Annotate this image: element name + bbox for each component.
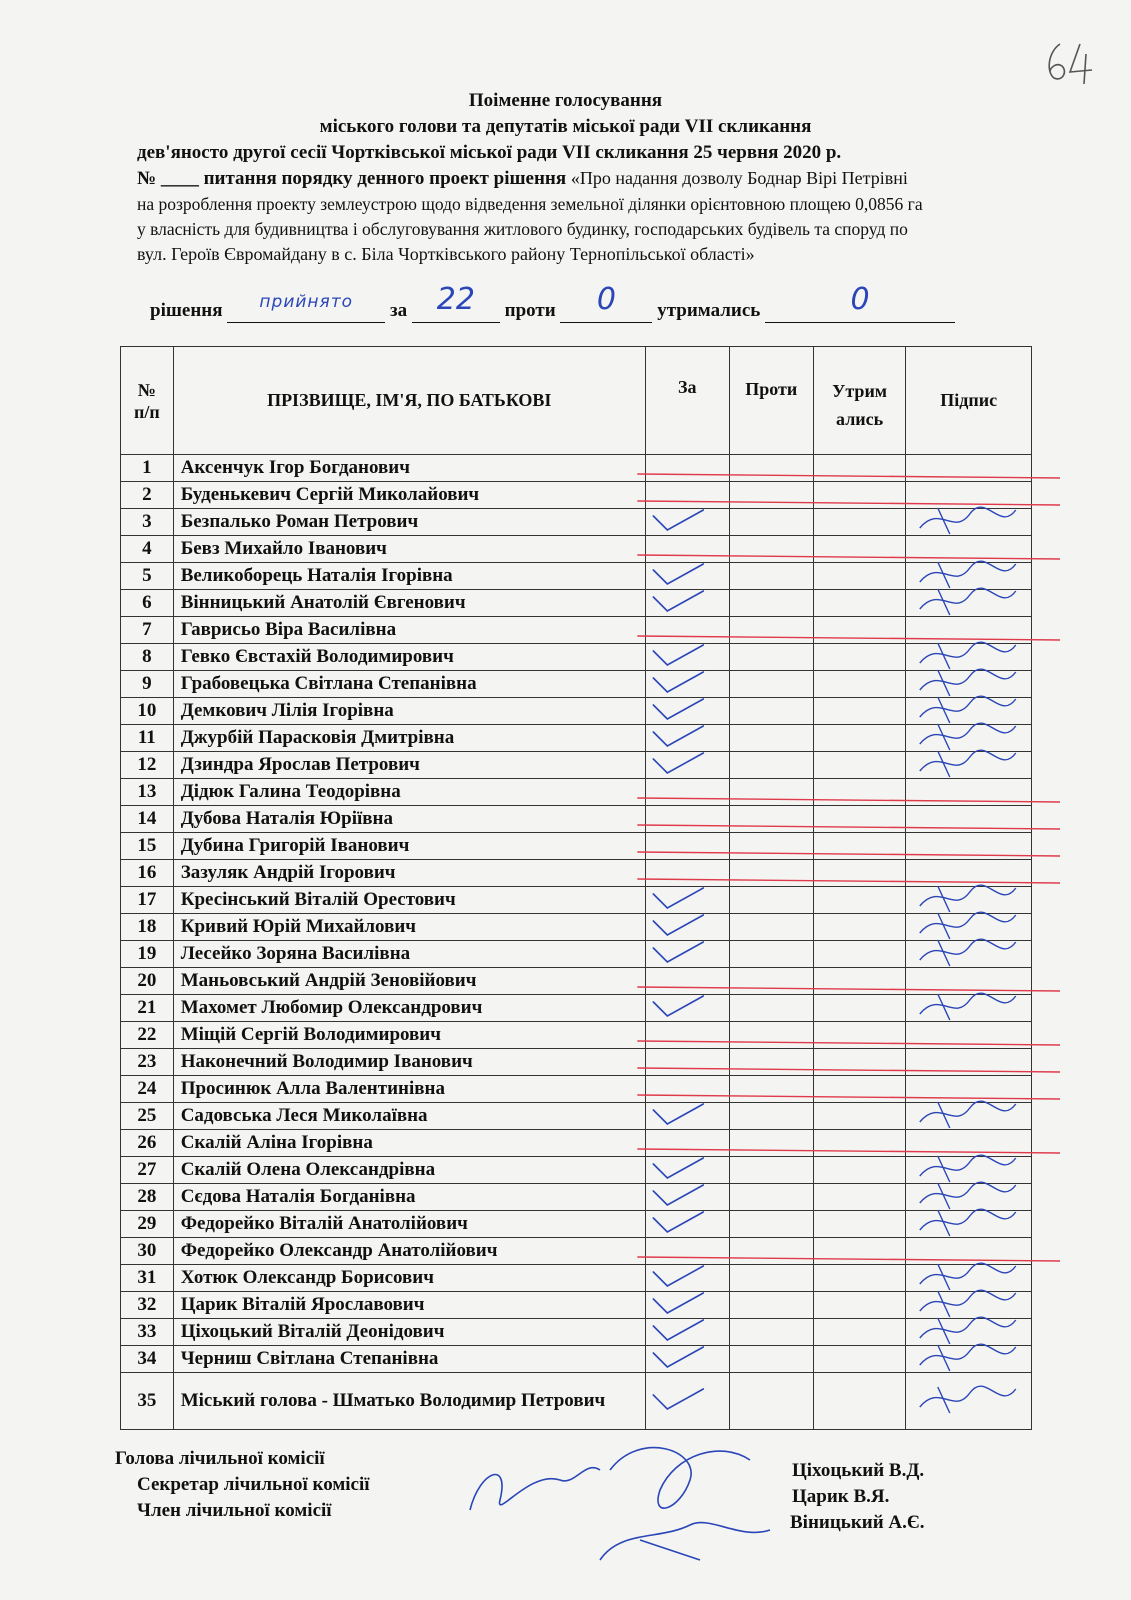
vote-for-cell [645, 482, 729, 509]
vote-for-cell [645, 1076, 729, 1103]
member-name: Гевко Євстахій Володимирович [173, 644, 645, 671]
table-row [121, 1373, 1032, 1430]
vote-against-cell [729, 509, 813, 536]
col-header-num: № п/п [121, 347, 174, 455]
vote-abstain-cell [813, 806, 905, 833]
vote-for-cell [645, 1184, 729, 1211]
vote-against-cell [729, 617, 813, 644]
table-row [121, 914, 1032, 941]
commission-signature [610, 1448, 750, 1509]
vote-for-cell [645, 1292, 729, 1319]
table-row [121, 563, 1032, 590]
signature-cell [906, 752, 1032, 779]
vote-against-cell [729, 968, 813, 995]
vote-abstain-cell [813, 563, 905, 590]
vote-abstain-cell [813, 752, 905, 779]
vote-abstain-cell [813, 725, 905, 752]
member-name: Грабовецька Світлана Степанівна [173, 671, 645, 698]
member-name: Міщій Сергій Володимирович [173, 1022, 645, 1049]
member-name: Дубина Григорій Іванович [173, 833, 645, 860]
table-row [121, 1130, 1032, 1157]
vote-for-cell [645, 455, 729, 482]
signature-cell [906, 968, 1032, 995]
col-header-abstain: Утримались [813, 347, 905, 455]
vote-for-cell [645, 968, 729, 995]
member-name: Наконечний Володимир Іванович [173, 1049, 645, 1076]
member-name: Садовська Леся Миколаївна [173, 1103, 645, 1130]
signature-cell [906, 1373, 1032, 1430]
member-name: Буденькевич Сергій Миколайович [173, 482, 645, 509]
vote-for-cell [645, 995, 729, 1022]
col-header-against: Проти [729, 347, 813, 455]
row-number: 21 [121, 995, 174, 1022]
vote-against-cell [729, 590, 813, 617]
vote-abstain-cell [813, 887, 905, 914]
member-name: Дідюк Галина Теодорівна [173, 779, 645, 806]
vote-against-cell [729, 860, 813, 887]
vote-abstain-cell [813, 1211, 905, 1238]
vote-for-cell [645, 833, 729, 860]
vote-abstain-cell [813, 509, 905, 536]
signature-cell [906, 590, 1032, 617]
member-name: Демкович Лілія Ігорівна [173, 698, 645, 725]
col-header-name: ПРІЗВИЩЕ, ІМ'Я, ПО БАТЬКОВІ [173, 347, 645, 455]
commission-signature [600, 1523, 770, 1560]
vote-against-cell [729, 1103, 813, 1130]
vote-for-cell [645, 1130, 729, 1157]
commission-secretary-name: Царик В.Я. [792, 1486, 890, 1507]
vote-abstain-cell [813, 860, 905, 887]
vote-abstain-cell [813, 482, 905, 509]
vote-abstain-cell [813, 833, 905, 860]
row-number: 15 [121, 833, 174, 860]
session-line: дев'яносто другої сесії Чортківської міської ради VІІ скликання 25 червня 2020 р. [137, 142, 842, 163]
signature-cell [906, 1130, 1032, 1157]
vote-against-cell [729, 833, 813, 860]
vote-for-cell [645, 806, 729, 833]
member-name: Аксенчук Ігор Богданович [173, 455, 645, 482]
row-number: 3 [121, 509, 174, 536]
table-row [121, 887, 1032, 914]
member-name: Гаврисьо Віра Василівна [173, 617, 645, 644]
signature-cell [906, 482, 1032, 509]
row-number: 34 [121, 1346, 174, 1373]
vote-against-cell [729, 563, 813, 590]
signature-cell [906, 1211, 1032, 1238]
member-name: Махомет Любомир Олександрович [173, 995, 645, 1022]
row-number: 25 [121, 1103, 174, 1130]
vote-abstain-cell [813, 1319, 905, 1346]
vote-against-cell [729, 1373, 813, 1430]
vote-against-cell [729, 536, 813, 563]
vote-against-cell [729, 482, 813, 509]
vote-for-cell [645, 698, 729, 725]
agenda-line-2: на розроблення проекту землеустрою щодо відведення земельної ділянки орієнтовною площею 0,0856 га [137, 194, 923, 214]
vote-against-cell [729, 1319, 813, 1346]
table-row [121, 1238, 1032, 1265]
signature-cell [906, 779, 1032, 806]
agenda-line-4: вул. Героїв Євромайдану в с. Біла Чортківського району Тернопільської області» [137, 244, 755, 264]
commission-chair-name: Ціхоцький В.Д. [792, 1460, 925, 1481]
member-name: Вінницький Анатолій Євгенович [173, 590, 645, 617]
vote-abstain-cell [813, 968, 905, 995]
row-number: 30 [121, 1238, 174, 1265]
row-number: 10 [121, 698, 174, 725]
signature-cell [906, 887, 1032, 914]
member-name: Дзиндра Ярослав Петрович [173, 752, 645, 779]
row-number: 6 [121, 590, 174, 617]
signature-cell [906, 941, 1032, 968]
table-row [121, 1076, 1032, 1103]
row-number: 29 [121, 1211, 174, 1238]
vote-against-cell [729, 1130, 813, 1157]
signature-cell [906, 1157, 1032, 1184]
row-number: 7 [121, 617, 174, 644]
table-row [121, 455, 1032, 482]
vote-against-cell [729, 914, 813, 941]
row-number: 5 [121, 563, 174, 590]
vote-for-cell [645, 671, 729, 698]
signature-cell [906, 1103, 1032, 1130]
vote-for-cell [645, 1265, 729, 1292]
table-row [121, 644, 1032, 671]
member-name: Кресінський Віталій Орестович [173, 887, 645, 914]
signature-cell [906, 1292, 1032, 1319]
member-name: Черниш Світлана Степанівна [173, 1346, 645, 1373]
row-number: 16 [121, 860, 174, 887]
signature-cell [906, 1265, 1032, 1292]
table-row [121, 1103, 1032, 1130]
table-row [121, 752, 1032, 779]
vote-for-cell [645, 1022, 729, 1049]
vote-abstain-cell [813, 455, 905, 482]
signature-cell [906, 806, 1032, 833]
signature-cell [906, 1022, 1032, 1049]
decision-result: прийнято [259, 292, 354, 312]
row-number: 28 [121, 1184, 174, 1211]
row-number: 27 [121, 1157, 174, 1184]
doc-title: Поіменне голосування [468, 90, 663, 111]
signature-cell [906, 698, 1032, 725]
vote-against-cell [729, 1049, 813, 1076]
table-row [121, 860, 1032, 887]
vote-abstain-cell [813, 1157, 905, 1184]
table-row [121, 1319, 1032, 1346]
vote-against-cell [729, 752, 813, 779]
vote-against-cell [729, 779, 813, 806]
row-number: 11 [121, 725, 174, 752]
member-name: Міський голова - Шматько Володимир Петрович [173, 1373, 645, 1430]
table-row [121, 833, 1032, 860]
vote-against-cell [729, 1022, 813, 1049]
row-number: 18 [121, 914, 174, 941]
member-name: Царик Віталій Ярославович [173, 1292, 645, 1319]
vote-against-cell [729, 1184, 813, 1211]
vote-against-cell [729, 725, 813, 752]
vote-abstain-cell [813, 995, 905, 1022]
row-number: 22 [121, 1022, 174, 1049]
signature-cell [906, 1076, 1032, 1103]
row-number: 35 [121, 1373, 174, 1430]
vote-abstain-cell [813, 1292, 905, 1319]
signature-cell [906, 725, 1032, 752]
member-name: Ціхоцький Віталій Деонідович [173, 1319, 645, 1346]
signature-cell [906, 833, 1032, 860]
page-number [1040, 38, 1110, 88]
vote-for-cell [645, 1346, 729, 1373]
table-row [121, 1265, 1032, 1292]
signature-cell [906, 1238, 1032, 1265]
vote-for-cell [645, 644, 729, 671]
row-number: 4 [121, 536, 174, 563]
table-row [121, 995, 1032, 1022]
member-name: Великоборець Наталія Ігорівна [173, 563, 645, 590]
table-row [121, 1049, 1032, 1076]
signature-cell [906, 860, 1032, 887]
signature-cell [906, 563, 1032, 590]
table-row [121, 806, 1032, 833]
signature-cell [906, 1346, 1032, 1373]
row-number: 8 [121, 644, 174, 671]
vote-against-cell [729, 1157, 813, 1184]
member-name: Федорейко Олександр Анатолійович [173, 1238, 645, 1265]
row-number: 1 [121, 455, 174, 482]
row-number: 31 [121, 1265, 174, 1292]
vote-against-cell [729, 1346, 813, 1373]
table-row [121, 671, 1032, 698]
vote-for-cell [645, 1103, 729, 1130]
signature-cell [906, 536, 1032, 563]
col-header-signature: Підпис [906, 347, 1032, 455]
vote-against-cell [729, 1211, 813, 1238]
vote-abstain-cell [813, 590, 905, 617]
row-number: 12 [121, 752, 174, 779]
vote-against-cell [729, 806, 813, 833]
vote-for-cell [645, 536, 729, 563]
member-name: Скалій Аліна Ігорівна [173, 1130, 645, 1157]
doc-subtitle: міського голови та депутатів міської ради VІІ скликання [319, 116, 812, 137]
signature-cell [906, 455, 1032, 482]
table-row [121, 779, 1032, 806]
row-number: 23 [121, 1049, 174, 1076]
vote-for-cell [645, 1211, 729, 1238]
table-row [121, 1346, 1032, 1373]
decision-summary: рішення прийнято за 22 проти 0 утримались 0 [150, 300, 955, 323]
member-name: Бевз Михайло Іванович [173, 536, 645, 563]
vote-against-cell [729, 887, 813, 914]
vote-against-cell [729, 1238, 813, 1265]
table-row [121, 698, 1032, 725]
votes-against-value: 0 [596, 282, 616, 317]
table-row [121, 617, 1032, 644]
member-name: Хотюк Олександр Борисович [173, 1265, 645, 1292]
signature-cell [906, 509, 1032, 536]
signature-cell [906, 1184, 1032, 1211]
vote-against-cell [729, 455, 813, 482]
commission-chair-label: Голова лічильної комісії [115, 1448, 325, 1469]
vote-against-cell [729, 941, 813, 968]
vote-abstain-cell [813, 536, 905, 563]
signature-cell [906, 1319, 1032, 1346]
vote-against-cell [729, 1265, 813, 1292]
vote-against-cell [729, 698, 813, 725]
vote-table [120, 346, 1032, 1430]
vote-abstain-cell [813, 914, 905, 941]
signature-cell [906, 617, 1032, 644]
member-name: Джурбій Парасковія Дмитрівна [173, 725, 645, 752]
member-name: Дубова Наталія Юріївна [173, 806, 645, 833]
vote-for-cell [645, 779, 729, 806]
table-row [121, 1157, 1032, 1184]
vote-abstain-cell [813, 1346, 905, 1373]
commission-member-name: Віницький А.Є. [790, 1512, 925, 1533]
agenda-line-3: у власність для будивництва і обслуговування житлового будинку, господарських будівель та споруд по [137, 219, 908, 239]
row-number: 20 [121, 968, 174, 995]
vote-for-cell [645, 860, 729, 887]
vote-abstain-cell [813, 1103, 905, 1130]
vote-abstain-cell [813, 1184, 905, 1211]
commission-member-label: Член лічильної комісії [137, 1500, 332, 1521]
row-number: 2 [121, 482, 174, 509]
vote-abstain-cell [813, 644, 905, 671]
vote-for-cell [645, 617, 729, 644]
vote-abstain-cell [813, 1373, 905, 1430]
vote-abstain-cell [813, 941, 905, 968]
row-number: 13 [121, 779, 174, 806]
vote-abstain-cell [813, 1238, 905, 1265]
commission-secretary-label: Секретар лічильної комісії [137, 1474, 370, 1495]
vote-against-cell [729, 1076, 813, 1103]
vote-for-cell [645, 1157, 729, 1184]
vote-abstain-cell [813, 1022, 905, 1049]
vote-against-cell [729, 995, 813, 1022]
commission-signature [470, 1468, 600, 1510]
member-name: Маньовський Андрій Зеновійович [173, 968, 645, 995]
row-number: 24 [121, 1076, 174, 1103]
vote-abstain-cell [813, 671, 905, 698]
row-number: 32 [121, 1292, 174, 1319]
votes-abstain-value: 0 [850, 282, 870, 317]
vote-abstain-cell [813, 1265, 905, 1292]
row-number: 9 [121, 671, 174, 698]
vote-abstain-cell [813, 1049, 905, 1076]
table-row [121, 509, 1032, 536]
vote-against-cell [729, 671, 813, 698]
vote-for-cell [645, 509, 729, 536]
row-number: 33 [121, 1319, 174, 1346]
vote-against-cell [729, 644, 813, 671]
row-number: 14 [121, 806, 174, 833]
vote-against-cell [729, 1292, 813, 1319]
table-row [121, 968, 1032, 995]
member-name: Федорейко Віталій Анатолійович [173, 1211, 645, 1238]
vote-abstain-cell [813, 779, 905, 806]
table-row [121, 1022, 1032, 1049]
vote-for-cell [645, 1049, 729, 1076]
vote-for-cell [645, 1373, 729, 1430]
table-row [121, 1211, 1032, 1238]
signature-cell [906, 644, 1032, 671]
table-row [121, 1184, 1032, 1211]
vote-for-cell [645, 590, 729, 617]
signature-cell [906, 914, 1032, 941]
table-row [121, 536, 1032, 563]
member-name: Безпалько Роман Петрович [173, 509, 645, 536]
col-header-for: За [645, 347, 729, 455]
member-name: Просинюк Алла Валентинівна [173, 1076, 645, 1103]
vote-abstain-cell [813, 1076, 905, 1103]
votes-for-value: 22 [436, 282, 475, 317]
vote-for-cell [645, 725, 729, 752]
vote-for-cell [645, 563, 729, 590]
table-row [121, 1292, 1032, 1319]
member-name: Зазуляк Андрій Ігорович [173, 860, 645, 887]
table-row [121, 725, 1032, 752]
member-name: Скалій Олена Олександрівна [173, 1157, 645, 1184]
vote-for-cell [645, 752, 729, 779]
table-row [121, 590, 1032, 617]
row-number: 17 [121, 887, 174, 914]
signature-cell [906, 995, 1032, 1022]
vote-for-cell [645, 941, 729, 968]
member-name: Сєдова Наталія Богданівна [173, 1184, 645, 1211]
vote-for-cell [645, 887, 729, 914]
vote-for-cell [645, 914, 729, 941]
member-name: Кривий Юрій Михайлович [173, 914, 645, 941]
agenda-line: № ____ питання порядку денного проект рішення «Про надання дозволу Боднар Вірі Петрівні [137, 168, 908, 189]
signature-cell [906, 671, 1032, 698]
row-number: 26 [121, 1130, 174, 1157]
row-number: 19 [121, 941, 174, 968]
vote-for-cell [645, 1319, 729, 1346]
signature-cell [906, 1049, 1032, 1076]
vote-abstain-cell [813, 1130, 905, 1157]
member-name: Лесейко Зоряна Василівна [173, 941, 645, 968]
vote-abstain-cell [813, 698, 905, 725]
vote-for-cell [645, 1238, 729, 1265]
table-row [121, 482, 1032, 509]
vote-abstain-cell [813, 617, 905, 644]
table-row [121, 941, 1032, 968]
